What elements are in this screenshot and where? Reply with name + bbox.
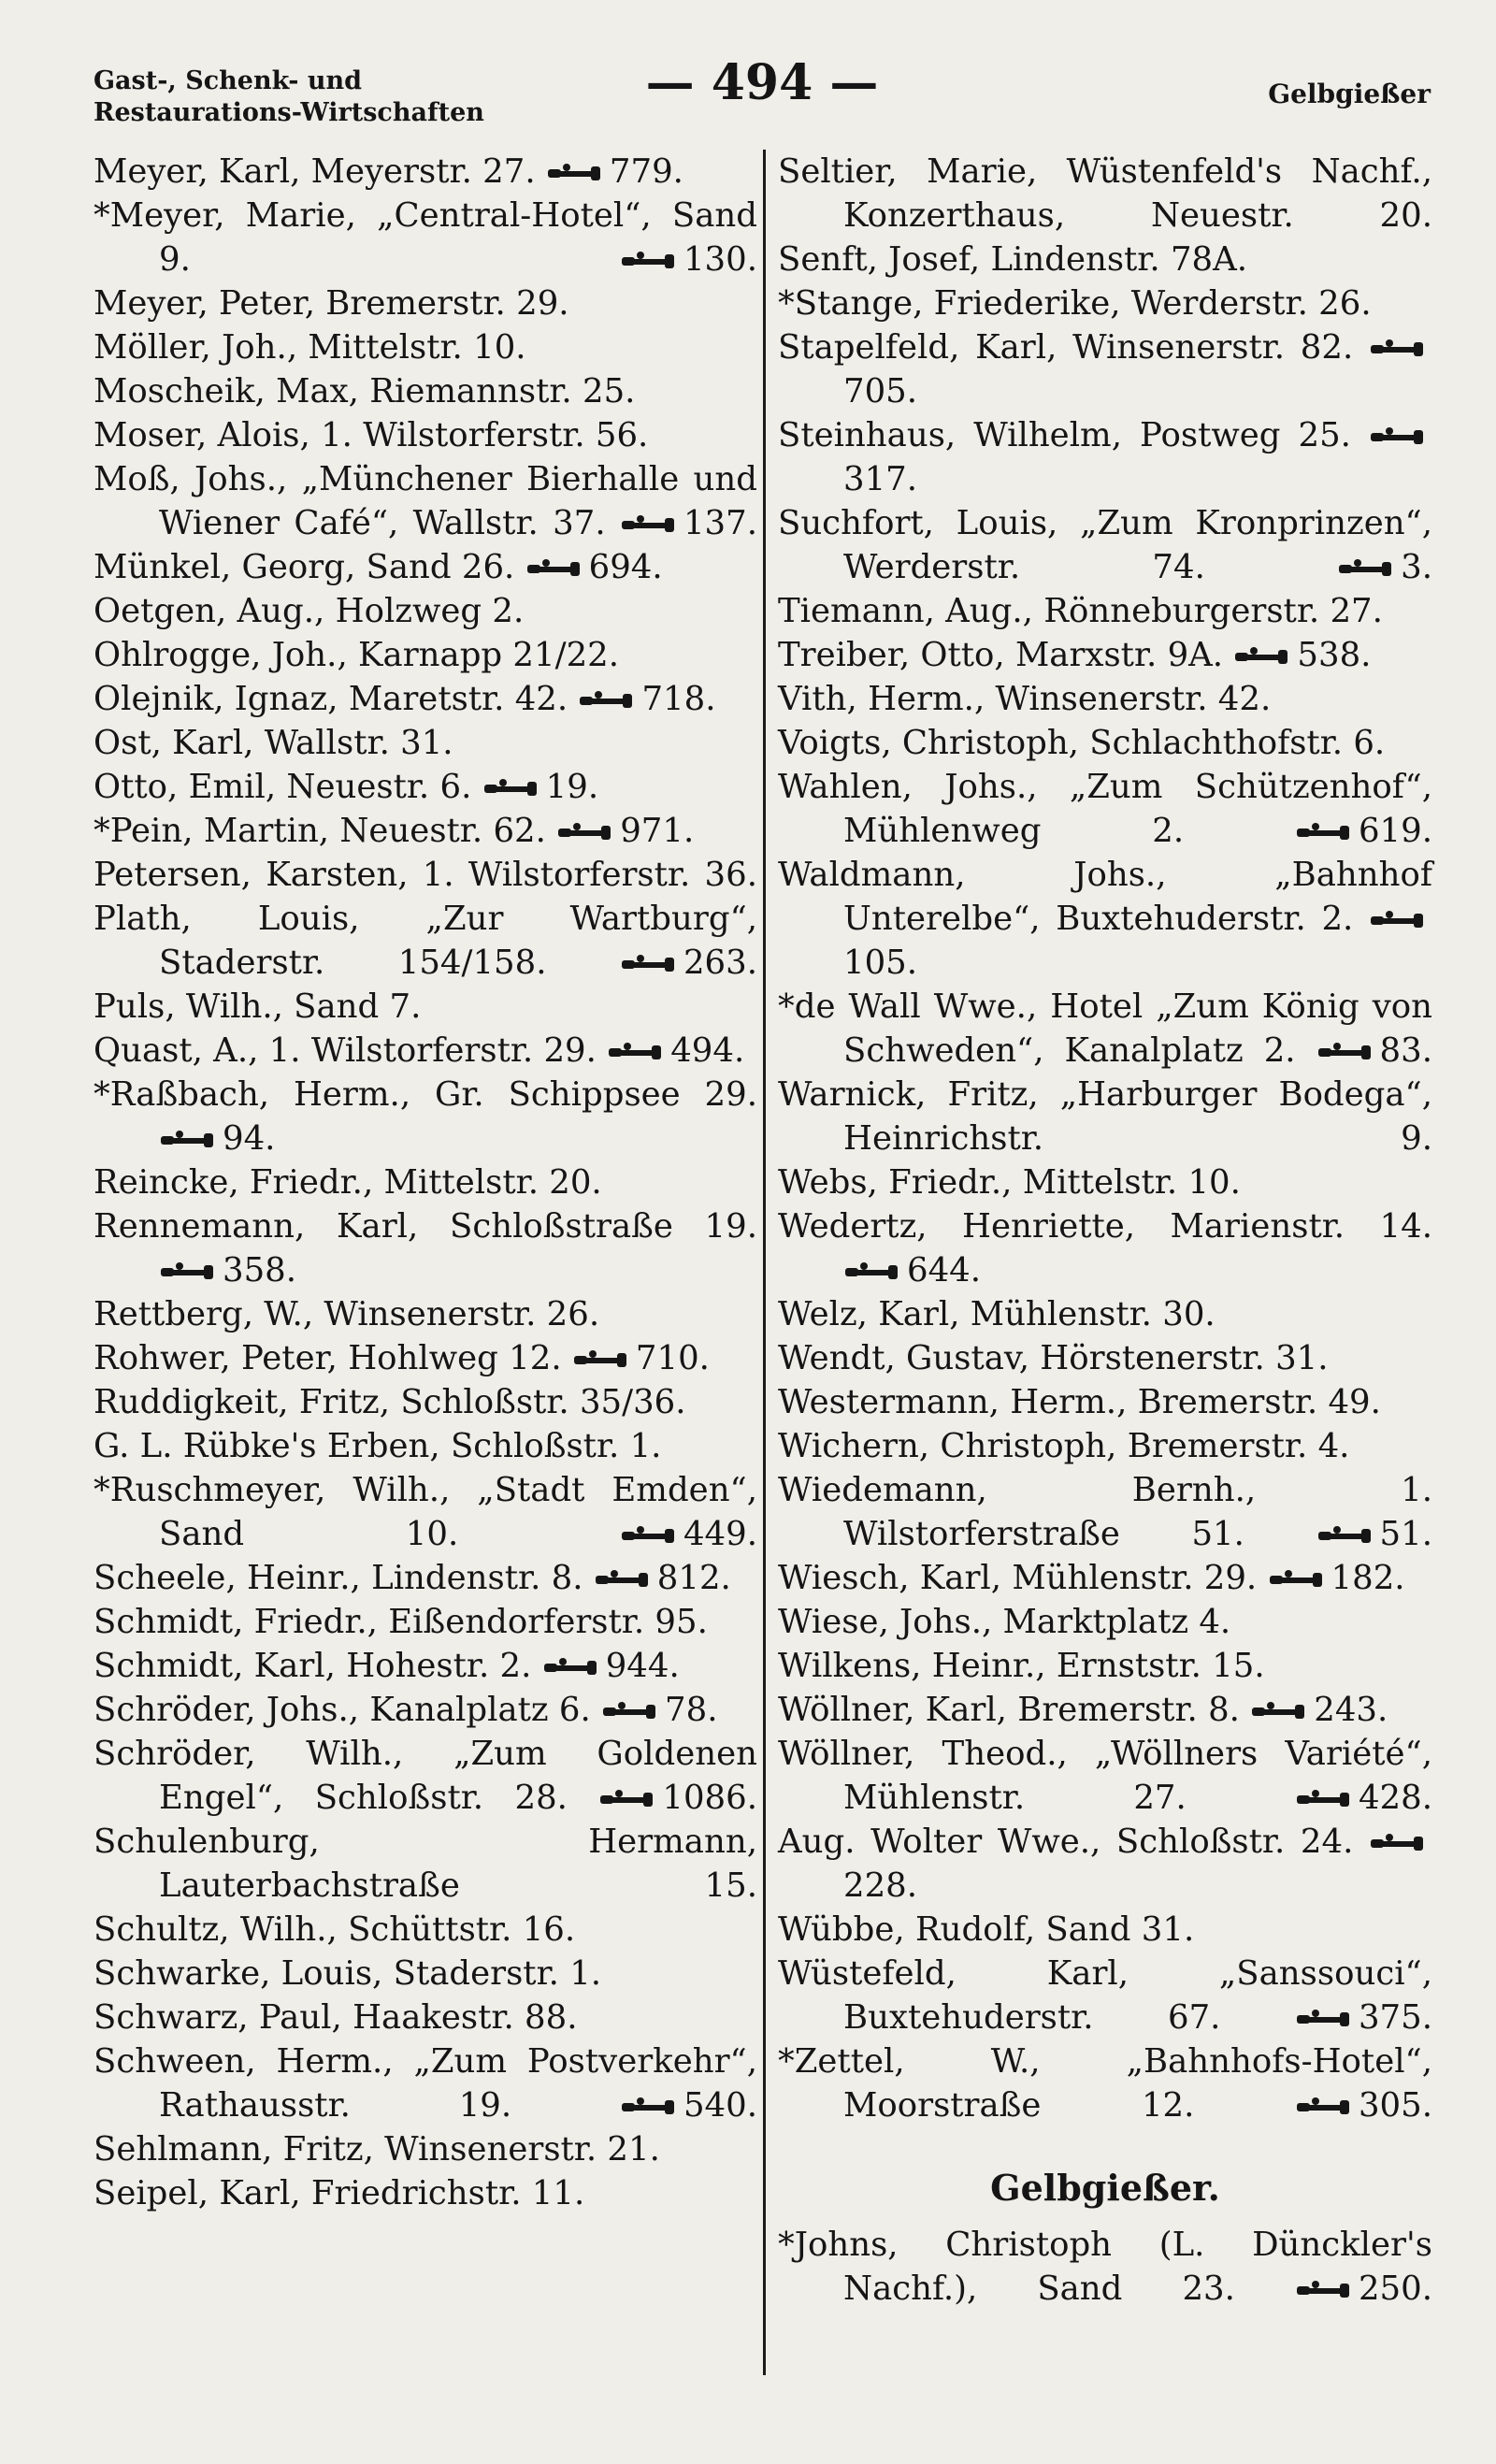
- left-column-entry: Schwarke, Louis, Staderstr. 1.: [94, 1954, 602, 1993]
- telephone-icon: [1268, 1568, 1326, 1591]
- right-column-entry: Waldmann, Johs., „Bahnhof Unterelbe“, Buxtehuderstr. 2. 105.: [778, 856, 1432, 982]
- telephone-icon: [542, 1656, 600, 1679]
- right-column-entry: Wiesch, Karl, Mühlenstr. 29. 182.: [778, 1559, 1405, 1597]
- left-column-entry: Rennemann, Karl, Schloßstraße 19. 358.: [94, 1207, 757, 1290]
- telephone-icon: [578, 689, 636, 712]
- right-column-entry: *Stange, Friederike, Werderstr. 26.: [778, 284, 1372, 323]
- right-column-entry: Warnick, Fritz, „Harburger Bodega“, Heinrichstr. 9.: [778, 1075, 1432, 1158]
- left-column-entry: *Meyer, Marie, „Central-Hotel“, Sand 9. 130.: [94, 196, 757, 279]
- right-column-entry: Wedertz, Henriette, Marienstr. 14. 644.: [778, 1207, 1432, 1290]
- telephone-icon: [1295, 2008, 1353, 2030]
- left-column-entry: *Ruschmeyer, Wilh., „Stadt Emden“, Sand 10. 449.: [94, 1471, 757, 1553]
- telephone-icon: [1295, 1788, 1353, 1810]
- left-column-entry: Petersen, Karsten, 1. Wilstorferstr. 36.: [94, 856, 757, 894]
- telephone-icon: [620, 2096, 678, 2118]
- telephone-icon: [1250, 1700, 1308, 1722]
- right-column-entry: Tiemann, Aug., Rönneburgerstr. 27.: [778, 592, 1383, 630]
- right-column-entry: Treiber, Otto, Marxstr. 9A. 538.: [778, 636, 1372, 674]
- telephone-icon: [1295, 2279, 1353, 2301]
- telephone-icon: [1295, 821, 1353, 843]
- right-column-entries: [778, 150, 1432, 2127]
- left-column-entry: Seipel, Karl, Friedrichstr. 11.: [94, 2174, 585, 2212]
- telephone-icon: [556, 821, 614, 843]
- left-column-entry: Rohwer, Peter, Hohlweg 12. 710.: [94, 1339, 710, 1377]
- right-column: [778, 150, 1432, 2311]
- running-head-left-line1: Gast-, Schenk- und: [94, 66, 362, 95]
- telephone-icon: [1337, 557, 1395, 580]
- left-column-entry: Schmidt, Karl, Hohestr. 2. 944.: [94, 1647, 680, 1685]
- right-column-entry: *de Wall Wwe., Hotel „Zum König von Schweden“, Kanalplatz 2. 83.: [778, 987, 1432, 1070]
- telephone-icon: [601, 1700, 659, 1722]
- left-column-entry: Plath, Louis, „Zur Wartburg“, Staderstr. 154/158. 263.: [94, 900, 757, 982]
- left-column-entry: Meyer, Peter, Bremerstr. 29.: [94, 284, 569, 323]
- left-column-entry: Möller, Joh., Mittelstr. 10.: [94, 328, 526, 367]
- right-column-entry: Wiese, Johs., Marktplatz 4.: [778, 1603, 1231, 1641]
- right-column-entry: Wahlen, Johs., „Zum Schützenhof“, Mühlenweg 2. 619.: [778, 768, 1432, 850]
- right-column-entry: Wübbe, Rudolf, Sand 31.: [778, 1910, 1195, 1949]
- left-column-entry: Ruddigkeit, Fritz, Schloßstr. 35/36.: [94, 1383, 686, 1421]
- left-column-entry: Schween, Herm., „Zum Postverkehr“, Rathausstr. 19. 540.: [94, 2042, 757, 2125]
- telephone-icon: [620, 953, 678, 975]
- left-column-entry: Schulenburg, Hermann, Lauterbachstraße 15.: [94, 1823, 757, 1905]
- running-head-left-line2: Restaurations-Wirtschaften: [94, 98, 484, 127]
- telephone-icon: [1369, 1832, 1427, 1854]
- left-column-entry: Reincke, Friedr., Mittelstr. 20.: [94, 1163, 602, 1202]
- right-column-entry: Steinhaus, Wilhelm, Postweg 25. 317.: [778, 413, 1432, 501]
- right-column-entry: Wiedemann, Bernh., 1. Wilstorferstraße 51. 51.: [778, 1471, 1432, 1553]
- left-column-entry: Quast, A., 1. Wilstorferstr. 29. 494.: [94, 1031, 745, 1070]
- page-number: — 494 —: [645, 54, 879, 111]
- telephone-icon: [546, 162, 604, 184]
- left-column-entry: Schmidt, Friedr., Eißendorferstr. 95.: [94, 1603, 708, 1641]
- telephone-icon: [159, 1261, 217, 1283]
- column-divider: [763, 150, 766, 2375]
- left-column-entry: Rettberg, W., Winsenerstr. 26.: [94, 1295, 600, 1333]
- right-column-entry: Wöllner, Theod., „Wöllners Variété“, Mühlenstr. 27. 428.: [778, 1735, 1432, 1817]
- left-column-entry: *Raßbach, Herm., Gr. Schippsee 29. 94.: [94, 1075, 757, 1158]
- telephone-icon: [572, 1348, 630, 1371]
- right-column-entry: Webs, Friedr., Mittelstr. 10.: [778, 1163, 1241, 1202]
- page-header: [94, 54, 1431, 133]
- right-column-entry: Wilkens, Heinr., Ernststr. 15.: [778, 1647, 1265, 1685]
- right-column-entry: Wendt, Gustav, Hörstenerstr. 31.: [778, 1339, 1329, 1377]
- telephone-icon: [1369, 425, 1427, 448]
- left-column: [94, 150, 757, 2215]
- telephone-icon: [1316, 1524, 1374, 1547]
- telephone-icon: [620, 250, 678, 272]
- telephone-icon: [1316, 1041, 1374, 1063]
- right-column-entry: Vith, Herm., Winsenerstr. 42.: [778, 680, 1272, 718]
- left-column-entry: Oetgen, Aug., Holzweg 2.: [94, 592, 525, 630]
- left-column-entry: *Pein, Martin, Neuestr. 62. 971.: [94, 812, 695, 850]
- running-head-right: Gelbgießer: [1268, 79, 1431, 109]
- section-title: Gelbgießer.: [990, 2167, 1220, 2209]
- right-column-entry: Welz, Karl, Mühlenstr. 30.: [778, 1295, 1216, 1333]
- left-column-entry: Münkel, Georg, Sand 26. 694.: [94, 548, 663, 586]
- left-column-entry: Olejnik, Ignaz, Maretstr. 42. 718.: [94, 680, 716, 718]
- right-column-entry: Westermann, Herm., Bremerstr. 49.: [778, 1383, 1381, 1421]
- telephone-icon: [620, 1524, 678, 1547]
- right-column-entry: Aug. Wolter Wwe., Schloßstr. 24. 228.: [778, 1820, 1432, 1908]
- telephone-icon: [525, 557, 583, 580]
- right-column-entry: Voigts, Christoph, Schlachthofstr. 6.: [778, 724, 1386, 762]
- right-column-entry: *Zettel, W., „Bahnhofs-Hotel“, Moorstraße 12. 305.: [778, 2042, 1432, 2125]
- left-column-entry: Sehlmann, Fritz, Winsenerstr. 21.: [94, 2130, 660, 2169]
- right-column-entry: Wichern, Christoph, Bremerstr. 4.: [778, 1427, 1350, 1465]
- right-column-entry: Seltier, Marie, Wüstenfeld's Nachf., Konzerthaus, Neuestr. 20.: [778, 152, 1432, 235]
- telephone-icon: [1369, 909, 1427, 931]
- right-column-entry: Senft, Josef, Lindenstr. 78A.: [778, 240, 1248, 279]
- left-column-entry: Meyer, Karl, Meyerstr. 27. 779.: [94, 152, 683, 191]
- left-column-entry: Ohlrogge, Joh., Karnapp 21/22.: [94, 636, 620, 674]
- left-column-entry: Ost, Karl, Wallstr. 31.: [94, 724, 453, 762]
- left-column-entry: G. L. Rübke's Erben, Schloßstr. 1.: [94, 1427, 662, 1465]
- right-column-entry: Stapelfeld, Karl, Winsenerstr. 82. 705.: [778, 325, 1432, 413]
- left-column-entry: Moser, Alois, 1. Wilstorferstr. 56.: [94, 416, 649, 454]
- telephone-icon: [1369, 338, 1427, 360]
- left-column-entry: Moß, Johs., „Münchener Bierhalle und Wiener Café“, Wallstr. 37. 137.: [94, 460, 757, 542]
- left-column-entry: Schröder, Wilh., „Zum Goldenen Engel“, Schloßstr. 28. 1086.: [94, 1735, 757, 1817]
- telephone-icon: [598, 1788, 656, 1810]
- left-column-entry: Puls, Wilh., Sand 7.: [94, 987, 422, 1026]
- right-column-entry: Suchfort, Louis, „Zum Kronprinzen“, Werderstr. 74. 3.: [778, 504, 1432, 586]
- telephone-icon: [482, 777, 540, 800]
- telephone-icon: [594, 1568, 652, 1591]
- left-column-entry: Otto, Emil, Neuestr. 6. 19.: [94, 768, 599, 806]
- right-column-entry: Wüstefeld, Karl, „Sanssouci“, Buxtehuderstr. 67. 375.: [778, 1954, 1432, 2037]
- section-entry: *Johns, Christoph (L. Dünckler's Nachf.), Sand 23. 250.: [778, 2226, 1432, 2308]
- section-entries: [778, 2223, 1432, 2311]
- left-column-entry: Schröder, Johs., Kanalplatz 6. 78.: [94, 1691, 718, 1729]
- left-column-entry: Schultz, Wilh., Schüttstr. 16.: [94, 1910, 576, 1949]
- telephone-icon: [607, 1041, 665, 1063]
- telephone-icon: [1295, 2096, 1353, 2118]
- telephone-icon: [1233, 645, 1291, 668]
- left-column-entry: Moscheik, Max, Riemannstr. 25.: [94, 372, 636, 411]
- left-column-entry: Scheele, Heinr., Lindenstr. 8. 812.: [94, 1559, 731, 1597]
- left-column-entry: Schwarz, Paul, Haakestr. 88.: [94, 1998, 578, 2037]
- telephone-icon: [159, 1129, 217, 1151]
- telephone-icon: [843, 1261, 901, 1283]
- telephone-icon: [620, 513, 678, 536]
- right-column-entry: Wöllner, Karl, Bremerstr. 8. 243.: [778, 1691, 1388, 1729]
